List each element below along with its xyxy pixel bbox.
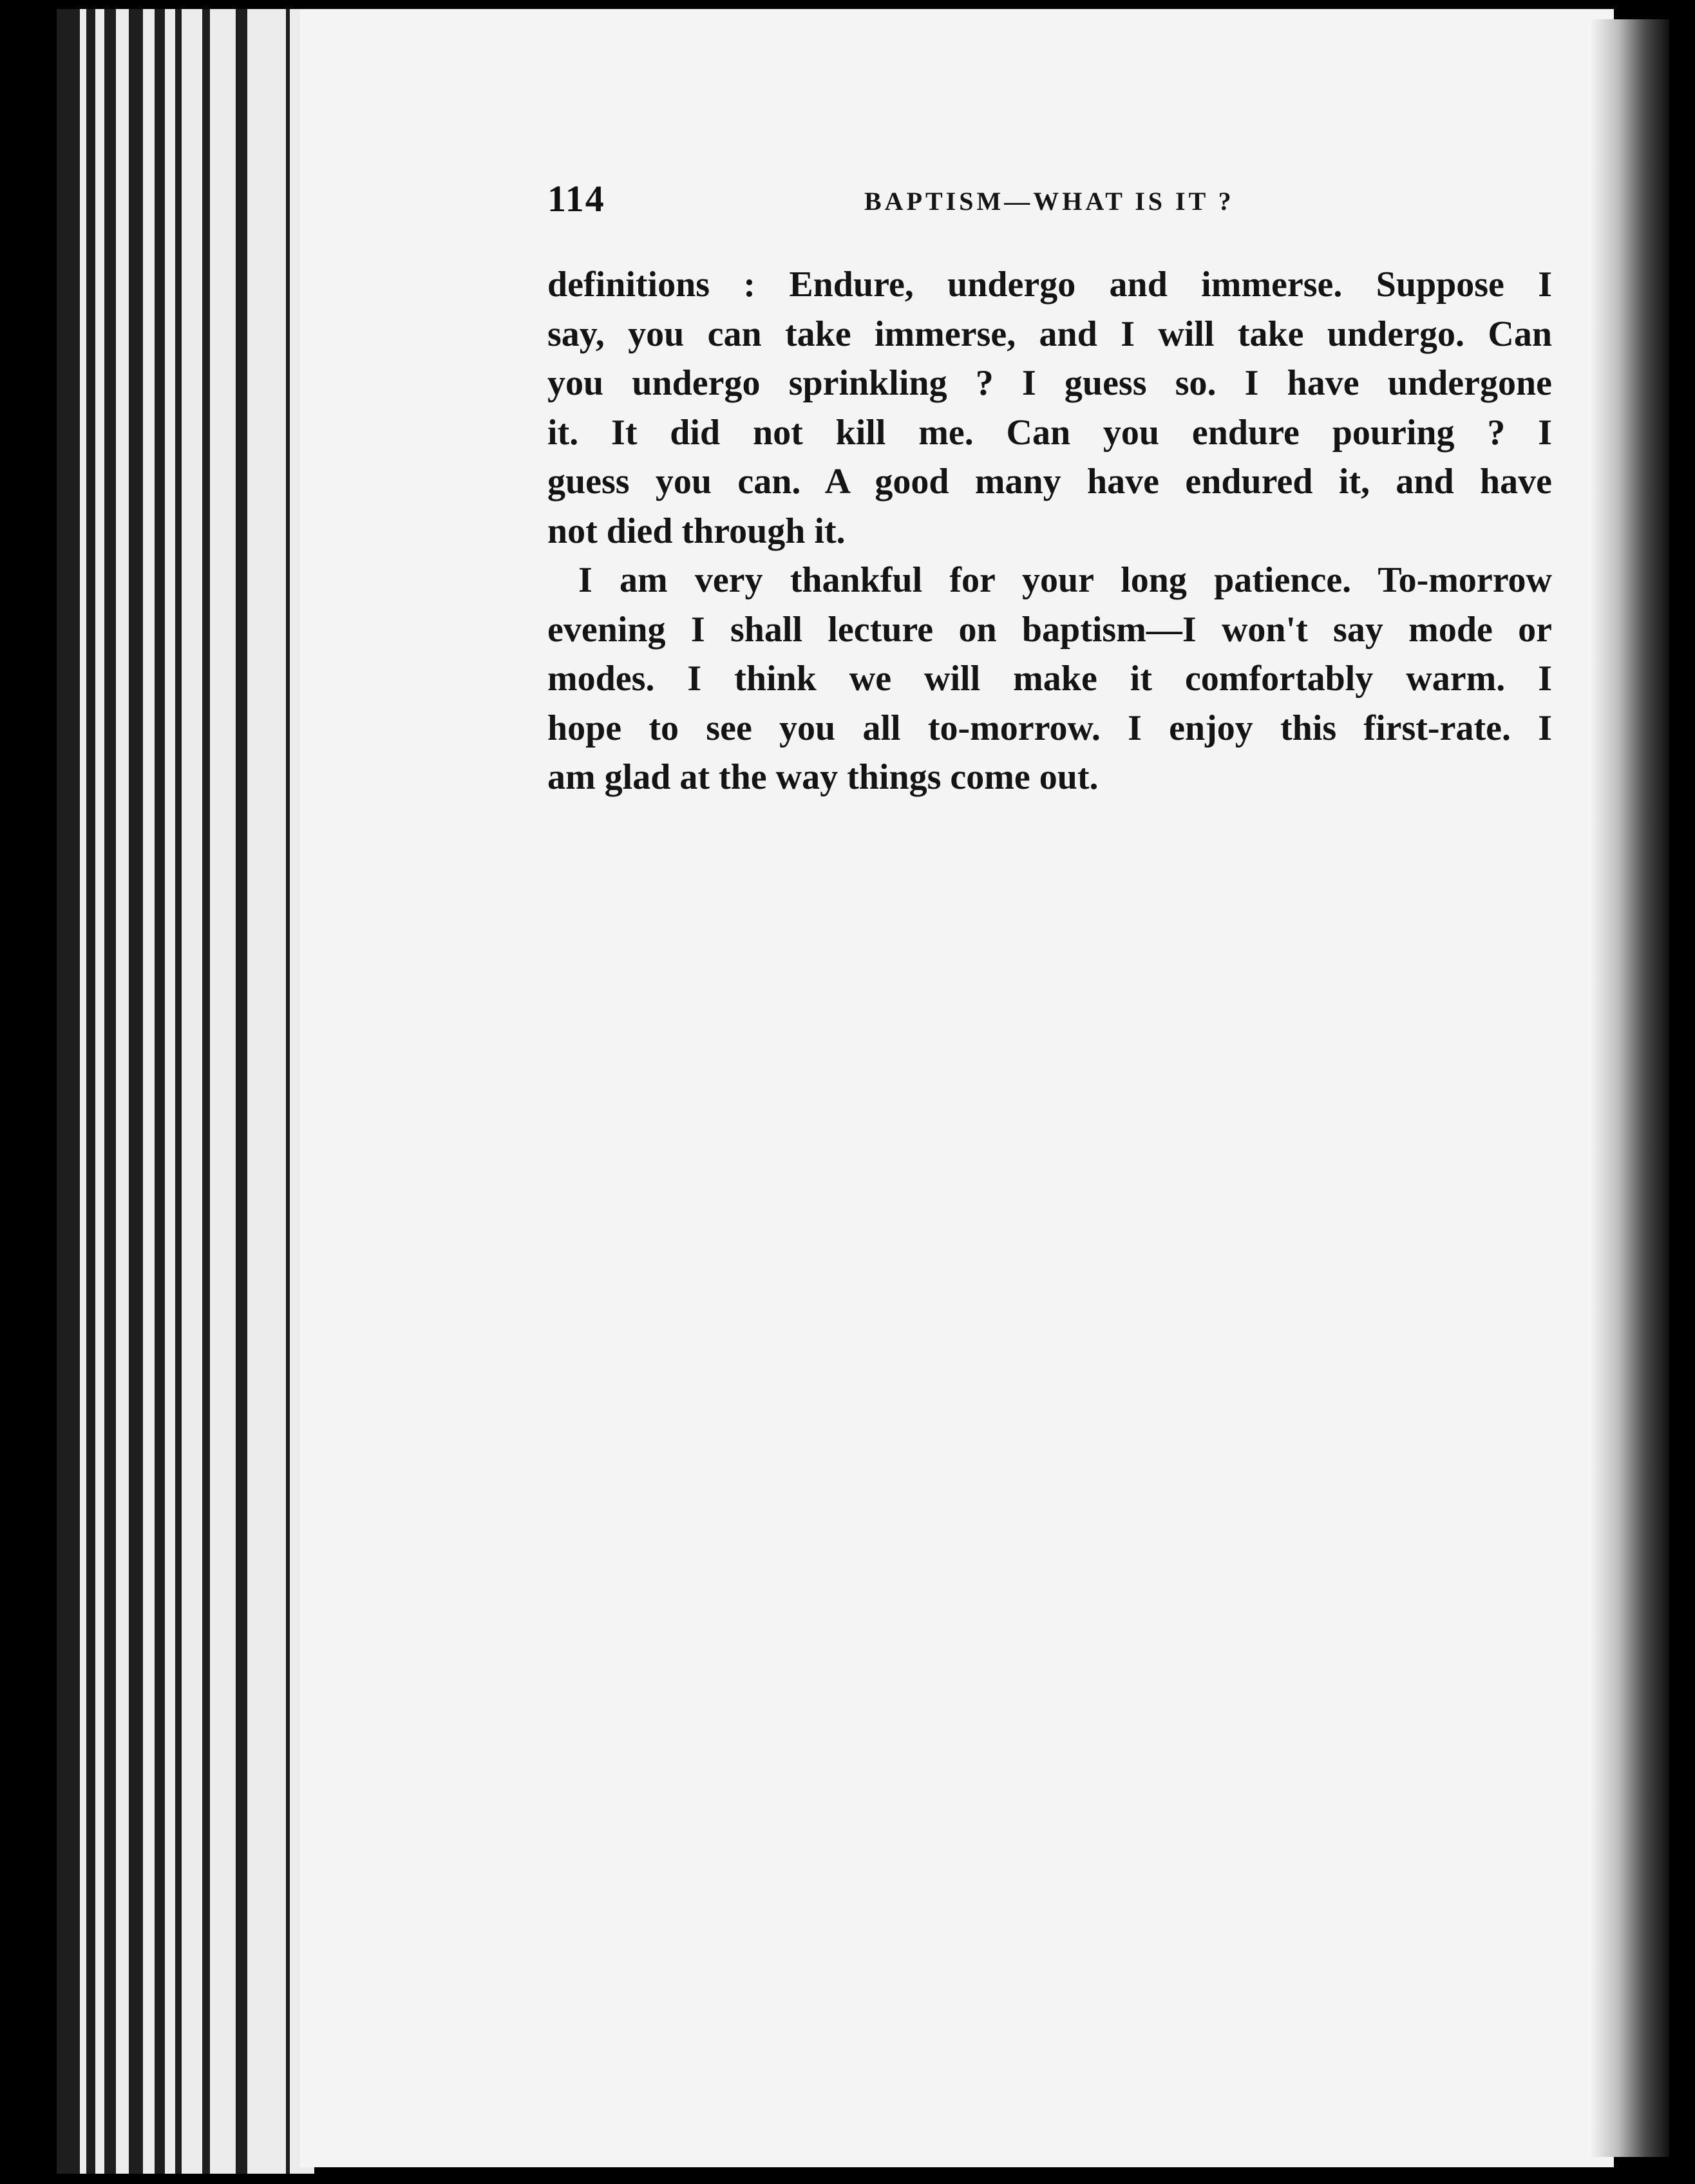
page-edge-line: [247, 9, 286, 2174]
page-gutter-shadow: [1591, 19, 1669, 2157]
text-line: say, you can take immerse, and I will take undergo. Can: [547, 314, 1552, 354]
text-line: you undergo sprinkling ? I guess so. I have undergone: [547, 363, 1552, 403]
page-edge-line: [143, 9, 155, 2174]
text-line: guess you can. A good many have endured it, and have: [547, 462, 1552, 502]
page-edge-line: [104, 9, 116, 2174]
page-edge-line: [95, 9, 104, 2174]
text-line: modes. I think we will make it comfortably warm. I: [547, 659, 1552, 699]
text-line: definitions : Endure, undergo and immerse. Suppose I: [547, 265, 1552, 305]
page-edge-line: [57, 9, 80, 2174]
text-line: not died through it.: [547, 511, 846, 551]
text-line: hope to see you all to-morrow. I enjoy this first-rate. I: [547, 708, 1552, 748]
text-line: evening I shall lecture on baptism—I won't say mode or: [547, 609, 1552, 650]
page-edge-line: [129, 9, 143, 2174]
page-edge-line: [202, 9, 210, 2174]
page-edge-line: [80, 9, 86, 2174]
paragraph: [547, 260, 1552, 556]
page-edge-line: [182, 9, 202, 2174]
paragraph: [547, 556, 1552, 802]
page-edge-line: [210, 9, 236, 2174]
page-header: [547, 177, 1552, 222]
page-edge-line: [175, 9, 182, 2174]
page-edge-line: [236, 9, 247, 2174]
text-line: it. It did not kill me. Can you endure pouring ? I: [547, 412, 1552, 453]
page-edge-line: [86, 9, 95, 2174]
scan-border: [1669, 0, 1695, 2184]
book-page-edges: [57, 9, 314, 2174]
page-edge-line: [155, 9, 165, 2174]
text-line: I am very thankful for your long patience. To-morrow: [578, 560, 1552, 600]
page-number: 114: [547, 178, 605, 220]
page-edge-line: [165, 9, 175, 2174]
text-line: am glad at the way things come out.: [547, 757, 1099, 797]
page-body-text: [547, 260, 1552, 802]
running-head: BAPTISM—WHAT IS IT ?: [864, 187, 1235, 216]
page-edge-line: [116, 9, 129, 2174]
